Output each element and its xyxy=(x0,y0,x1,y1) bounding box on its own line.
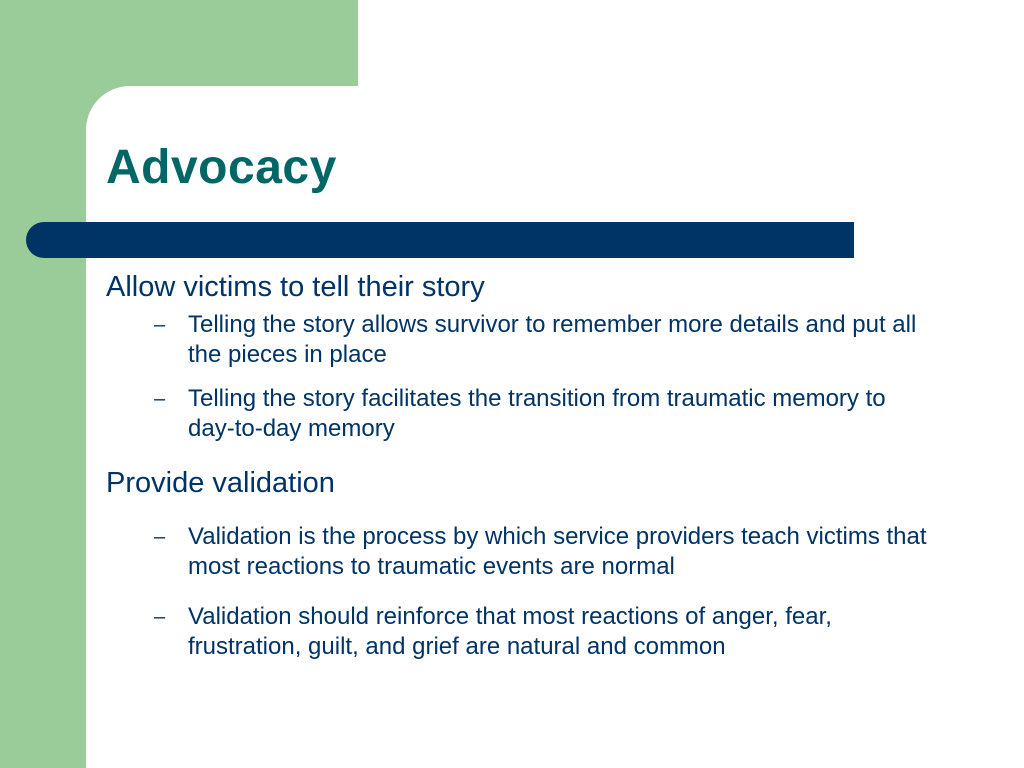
title-underline-bar xyxy=(26,222,854,258)
dash-icon: – xyxy=(154,314,166,336)
sub-bullet-text: Telling the story facilitates the transition from traumatic memory to day-to-day memory xyxy=(188,385,886,442)
bullet-tell-story: Allow victims to tell their story xyxy=(106,271,485,303)
slide-body xyxy=(106,268,936,682)
dash-icon: – xyxy=(154,388,166,410)
dash-icon: – xyxy=(154,526,166,548)
sub-bullet xyxy=(154,602,936,662)
sublist-validation xyxy=(106,522,936,662)
sub-bullet-text: Telling the story allows survivor to remember more details and put all the pieces in place xyxy=(188,311,917,368)
sub-bullet-text: Validation is the process by which service providers teach victims that most reactions to traumatic events are normal xyxy=(188,523,927,580)
sub-bullet xyxy=(154,384,936,444)
white-top-strip xyxy=(358,0,1024,86)
sublist-tell-story xyxy=(106,310,936,444)
slide-title: Advocacy xyxy=(106,141,337,194)
sub-bullet-text: Validation should reinforce that most reactions of anger, fear, frustration, guilt, and grief are natural and common xyxy=(188,603,832,660)
sub-bullet xyxy=(154,310,936,370)
sub-bullet xyxy=(154,522,936,582)
dash-icon: – xyxy=(154,606,166,628)
bullet-validation: Provide validation xyxy=(106,467,335,499)
